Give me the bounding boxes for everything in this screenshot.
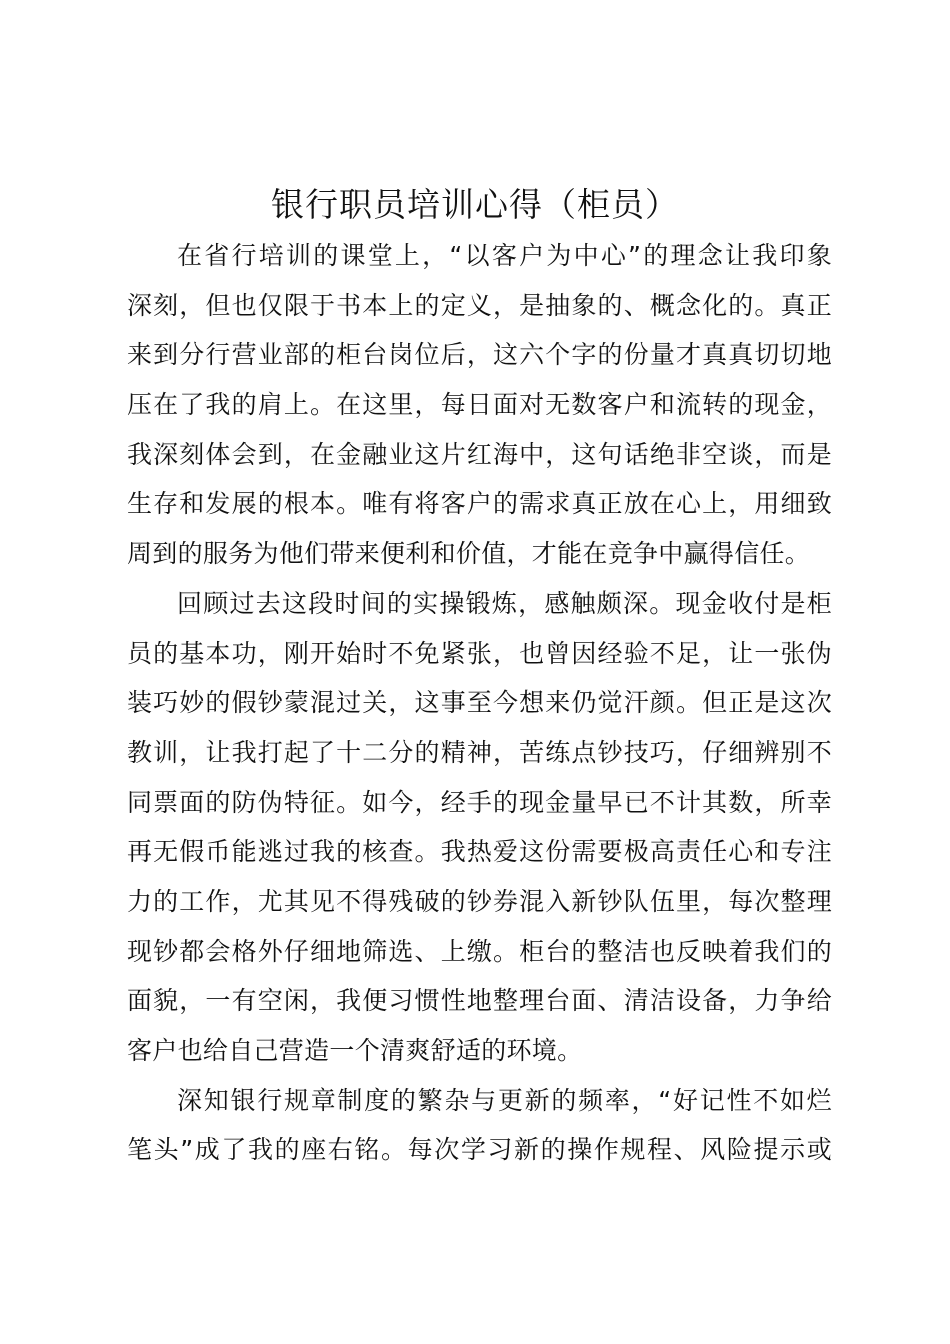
paragraph-line: 面貌，一有空闲，我便习惯性地整理台面、清洁设备，力争给: [127, 986, 832, 1016]
paragraph-line: 客户也给自己营造一个清爽舒适的环境。: [127, 1036, 583, 1065]
paragraph-line: 教训，让我打起了十二分的精神，苦练点钞技巧，仔细辨别不: [127, 737, 832, 767]
paragraph-line: 我深刻体会到，在金融业这片红海中，这句话绝非空谈，而是: [127, 439, 832, 469]
document-title: 银行职员培训心得（柜员）: [271, 185, 679, 224]
paragraph-3: [127, 1076, 832, 1175]
paragraph-line: 压在了我的肩上。在这里，每日面对无数客户和流转的现金，: [127, 390, 832, 420]
paragraph-1: [127, 231, 832, 579]
paragraph-line: 生存和发展的根本。唯有将客户的需求真正放在心上，用细致: [127, 489, 832, 519]
paragraph-line: 再无假币能逃过我的核查。我热爱这份需要极高责任心和专注: [127, 837, 832, 867]
paragraph-line: 深刻，但也仅限于书本上的定义，是抽象的、概念化的。真正: [127, 290, 832, 320]
paragraph-line: 笔头”成了我的座右铭。每次学习新的操作规程、风险提示或: [127, 1135, 832, 1165]
document-body: [127, 231, 832, 1175]
paragraph-2: [127, 579, 832, 1076]
paragraph-line: 深知银行规章制度的繁杂与更新的频率，“好记性不如烂: [177, 1085, 832, 1115]
paragraph-line: 现钞都会格外仔细地筛选、上缴。柜台的整洁也反映着我们的: [127, 936, 832, 966]
paragraph-line: 来到分行营业部的柜台岗位后，这六个字的份量才真真切切地: [127, 340, 832, 370]
paragraph-line: 周到的服务为他们带来便利和价值，才能在竞争中赢得信任。: [127, 539, 811, 569]
paragraph-line: 装巧妙的假钞蒙混过关，这事至今想来仍觉汗颜。但正是这次: [127, 688, 832, 718]
paragraph-line: 在省行培训的课堂上，“以客户为中心”的理念让我印象: [177, 241, 832, 270]
paragraph-line: 同票面的防伪特征。如今，经手的现金量早已不计其数，所幸: [127, 787, 832, 817]
paragraph-line: 回顾过去这段时间的实操锻炼，感触颇深。现金收付是柜: [177, 588, 832, 618]
paragraph-line: 员的基本功，刚开始时不免紧张，也曾因经验不足，让一张伪: [127, 638, 832, 668]
paragraph-line: 力的工作，尤其见不得残破的钞券混入新钞队伍里，每次整理: [127, 886, 832, 916]
